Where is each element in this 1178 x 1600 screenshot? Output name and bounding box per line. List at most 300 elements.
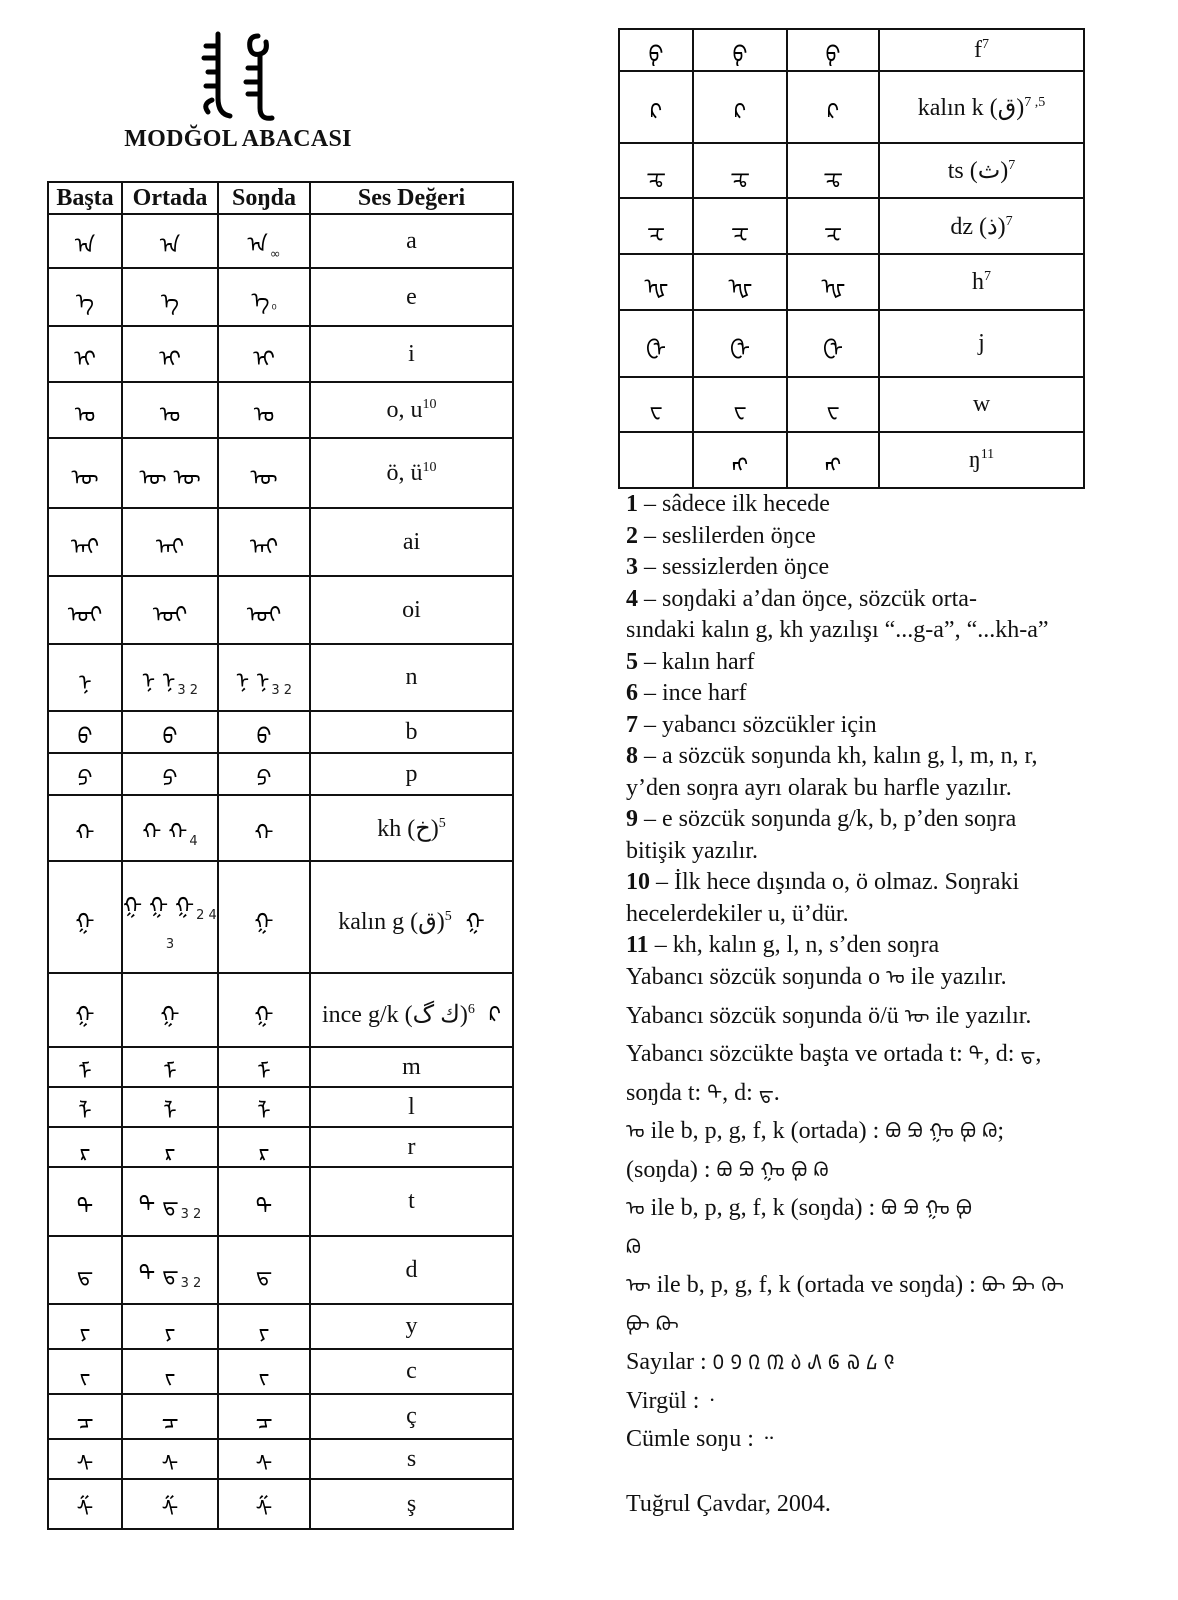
glyph-final: ᠳ	[218, 1236, 310, 1304]
glyph-final: ᠷ	[218, 1127, 310, 1167]
usage-glyphs: ᠲ	[707, 1080, 723, 1105]
footnote-text: seslilerden öŋce	[662, 522, 816, 549]
glyph-initial: ᠹ	[619, 29, 693, 71]
table-row	[48, 382, 513, 438]
footnote-number: 1	[626, 491, 638, 517]
glyph-initial: ᠭ	[48, 861, 122, 973]
usage-text: Cümle soŋu :	[626, 1426, 760, 1452]
footnote-text: sessizlerden öŋce	[662, 554, 830, 580]
table-row	[619, 198, 1084, 254]
glyph-initial: ᠱ	[48, 1479, 122, 1529]
table-row	[619, 29, 1084, 71]
footnote-text: kh, kalın g, l, n, s’den soŋra	[672, 932, 940, 958]
footnote-text: kalın harf	[662, 648, 755, 675]
footnote-number: 2	[626, 522, 638, 549]
sound-value-text: b	[405, 718, 418, 745]
usage-glyphs: ᠪᠦ ᠫᠦ ᠭᠦ	[981, 1273, 1064, 1297]
footnote-line: 8 – a sözcük soŋunda kh, kalın g, l, m, n, r,	[626, 743, 1038, 769]
sound-value	[310, 1167, 513, 1236]
usage-glyphs: ᠣ	[626, 1119, 645, 1143]
footnote-text: y’den soŋra ayrı olarak bu harfle yazılır.	[626, 774, 1012, 801]
variant-glyph: ᠭ	[465, 910, 485, 935]
glyph-medial: ᠠ	[122, 214, 218, 268]
footnote-line: 4 – soŋdaki a’dan öŋce, sözcük orta-	[626, 585, 977, 612]
sound-value-text: j	[978, 330, 985, 356]
glyph-medial: ᠩ	[693, 432, 787, 488]
table-row	[48, 438, 513, 508]
glyph-initial: ᠬ	[48, 795, 122, 861]
usage-text: Virgül :	[626, 1387, 706, 1414]
footnote-text: İlk hece dışında o, ö olmaz. Soŋraki	[674, 869, 1020, 895]
glyph-medial: ᠣ	[122, 382, 218, 438]
usage-glyphs: ᠺᠤ	[626, 1234, 641, 1259]
glyph-medial: ᠫ	[122, 753, 218, 795]
sound-value	[310, 438, 513, 508]
glyph-medial: ᠢ	[122, 326, 218, 382]
glyph-medial: ᠡ	[122, 268, 218, 326]
usage-glyphs: ᠹᠦ ᠺᠦ	[626, 1311, 679, 1336]
glyph-initial: ᠫ	[48, 753, 122, 795]
sound-value-text: w	[972, 391, 991, 417]
sound-value-text: r	[407, 1133, 416, 1160]
sound-value	[310, 753, 513, 795]
footnote-line	[626, 836, 1146, 868]
footnote-ref: 6	[467, 1002, 475, 1017]
glyph-final: ᠩ	[787, 432, 879, 488]
footnote-ref: 7	[1005, 213, 1013, 229]
glyph-final: ᠮ	[218, 1047, 310, 1087]
table-row	[48, 1439, 513, 1479]
glyph-medial: ᠲ ᠳ $_{3 2}$	[122, 1236, 218, 1304]
glyph-final: ᠣᠢ	[218, 576, 310, 644]
glyph-medial: ᠶ	[122, 1304, 218, 1349]
table-row	[48, 1304, 513, 1349]
glyph-medial: ᠭ ᠭ ᠭ $_{2 4 3}$	[122, 861, 218, 973]
table-row	[619, 143, 1084, 198]
usage-glyphs: ᠥ	[904, 1003, 930, 1028]
mongolian-script-title-icon	[196, 28, 286, 124]
glyph-initial: ᠪ	[48, 711, 122, 753]
usage-glyphs: ᠪᠣ ᠫᠣ ᠭᠣ ᠹᠣ ᠺᠣ	[716, 1157, 829, 1182]
sound-value	[310, 1479, 513, 1529]
sound-value	[310, 644, 513, 711]
sound-value-text: oi	[402, 596, 421, 623]
glyph-medial: ᠹ	[693, 29, 787, 71]
final-note: ∞	[269, 246, 281, 262]
sound-value-text: t	[408, 1188, 415, 1214]
sound-value	[879, 198, 1084, 254]
table-row	[48, 711, 513, 753]
sound-value-text: kalın k (ق)	[917, 94, 1025, 121]
glyph-medial: ᠬ ᠬ $_4$	[122, 795, 218, 861]
usage-glyphs: ᠳ	[1020, 1042, 1036, 1066]
table-row	[619, 432, 1084, 488]
footnote-line: 3 – sessizlerden öŋce	[626, 554, 830, 580]
glyph-initial: ᠽ	[619, 198, 693, 254]
position-note: 2 4 3	[165, 908, 217, 952]
footnote-line: 6 – ince harf	[626, 680, 747, 706]
column-header-sound-value: Ses Değeri	[310, 182, 513, 214]
glyph-medial: ᠴ	[122, 1394, 218, 1439]
usage-line	[626, 1074, 1146, 1113]
usage-text: ile b, p, g, f, k (ortada ve soŋda) :	[650, 1272, 982, 1298]
glyph-medial: ᠽ	[693, 198, 787, 254]
usage-text: , d:	[722, 1079, 759, 1106]
footnote-ref: 10	[422, 459, 437, 475]
usage-line	[626, 1266, 1146, 1305]
glyph-final: ᠬ	[218, 795, 310, 861]
glyph-initial: ᠿ	[619, 310, 693, 377]
usage-line	[626, 1151, 1146, 1190]
glyph-final: ᠠ $_\infty$	[218, 214, 310, 268]
glyph-initial: ᠨ	[48, 644, 122, 711]
sound-value	[310, 1349, 513, 1394]
sound-value	[310, 508, 513, 576]
footnote-number: 3	[626, 554, 638, 580]
usage-line	[626, 1228, 1146, 1267]
glyph-final: ᠹ	[787, 29, 879, 71]
usage-line	[626, 1343, 1146, 1382]
glyph-final: ᠫ	[218, 753, 310, 795]
sound-value-text: ş	[406, 1490, 417, 1517]
sound-value	[310, 711, 513, 753]
footnote-number: 10	[626, 869, 650, 895]
usage-text: ,	[1035, 1041, 1042, 1067]
sound-value	[310, 268, 513, 326]
sound-value	[310, 1304, 513, 1349]
table-row	[619, 377, 1084, 432]
sound-value-text: e	[406, 283, 417, 310]
glyph-initial: ᠠ	[48, 214, 122, 268]
usage-glyphs: ᠤ	[626, 1196, 645, 1220]
glyph-medial: ᠨ ᠨ $_{3 2}$	[122, 644, 218, 711]
glyph-initial: ᠭ	[48, 973, 122, 1047]
sound-value	[310, 1047, 513, 1087]
sound-value-text: p	[405, 760, 418, 787]
sound-value-text: ts (ث)	[947, 158, 1009, 184]
sound-value	[310, 973, 513, 1047]
glyph-final: ᠸ	[787, 377, 879, 432]
sound-value	[310, 214, 513, 268]
sound-value	[310, 861, 513, 973]
glyph-initial: ᠺ	[619, 71, 693, 143]
footnote-text: sâdece ilk hecede	[662, 491, 830, 517]
table-row	[48, 644, 513, 711]
glyph-final: ᠿ	[787, 310, 879, 377]
usage-glyphs: ᠦ	[626, 1273, 651, 1297]
sound-value	[310, 576, 513, 644]
table-row	[48, 1236, 513, 1304]
table-row	[48, 1167, 513, 1236]
glyph-final: ᠽ	[787, 198, 879, 254]
sound-value-text: h	[972, 268, 984, 295]
footnote-number: 11	[626, 932, 649, 958]
footnote-ref: 5	[438, 815, 446, 831]
sound-value-text: ç	[406, 1403, 417, 1429]
glyph-medial: ᠮ	[122, 1047, 218, 1087]
sound-value-text: y	[405, 1313, 418, 1339]
sound-value	[310, 1236, 513, 1304]
position-note: 3 2	[177, 683, 199, 698]
column-header-final: Soŋda	[218, 182, 310, 214]
table-row	[48, 753, 513, 795]
usage-text: Yabancı sözcükte başta ve ortada t:	[626, 1041, 969, 1067]
usage-text: Yabancı sözcük soŋunda o	[626, 964, 887, 990]
glyph-final: ᠺ	[787, 71, 879, 143]
usage-glyphs: ᠃	[759, 1427, 774, 1451]
sound-value	[879, 432, 1084, 488]
sound-value-text: i	[408, 340, 415, 367]
sound-value-text: c	[406, 1358, 417, 1384]
usage-glyphs: ᠐ ᠑ ᠒ ᠓ ᠔ ᠕ ᠖ ᠗ ᠘ ᠙	[712, 1350, 895, 1374]
footnote-line	[626, 773, 1146, 805]
glyph-final: ᠣ	[218, 382, 310, 438]
glyph-final: ᠡ $_{^0}$	[218, 268, 310, 326]
usage-text: , d:	[983, 1041, 1021, 1067]
footnote-text: yabancı sözcükler için	[662, 711, 877, 738]
usage-text: ;	[997, 1118, 1005, 1144]
sound-value-text: a	[406, 227, 417, 254]
glyph-medial: ᠪ	[122, 711, 218, 753]
page-title: MODĞOL ABACASI	[124, 126, 352, 152]
sound-value-text: f	[974, 36, 982, 63]
glyph-initial: ᠳ	[48, 1236, 122, 1304]
sound-value	[879, 254, 1084, 310]
variant-glyph: ᠺ	[488, 1003, 502, 1028]
table-row	[48, 1087, 513, 1127]
usage-line	[626, 997, 1146, 1036]
usage-glyphs: ᠪᠣ ᠫᠣ ᠭᠣ ᠹᠣ ᠺᠣ	[885, 1119, 998, 1143]
sound-value-text: kh (خ)	[377, 815, 439, 842]
footnote-line	[626, 899, 1146, 931]
sound-value	[879, 71, 1084, 143]
position-note: 3 2	[180, 1275, 202, 1291]
table-row	[619, 310, 1084, 377]
sound-value-text: ince g/k (ك گ)	[321, 1002, 468, 1028]
footnote-text: ince harf	[662, 680, 747, 706]
usage-text: ile b, p, g, f, k (soŋda) :	[644, 1195, 882, 1221]
glyph-initial: ᠣ	[48, 382, 122, 438]
table-row	[619, 254, 1084, 310]
sound-value-text: ö, ü	[386, 459, 423, 486]
usage-text: ile yazılır.	[929, 1002, 1032, 1029]
alphabet-table-left	[47, 181, 514, 1530]
glyph-medial: ᠾ	[693, 254, 787, 310]
column-header-initial: Başta	[48, 182, 122, 214]
footnote-line: 7 – yabancı sözcükler için	[626, 711, 877, 738]
glyph-initial: ᠮ	[48, 1047, 122, 1087]
glyph-final: ᠠᠢ	[218, 508, 310, 576]
glyph-initial: ᠼ	[619, 143, 693, 198]
sound-value-text: ŋ	[968, 446, 981, 473]
sound-value-text: l	[408, 1093, 415, 1120]
glyph-medial: ᠠᠢ	[122, 508, 218, 576]
sound-value	[310, 326, 513, 382]
sound-value-text: dz (ذ)	[950, 213, 1006, 240]
usage-line	[626, 958, 1146, 997]
glyph-final: ᠶ	[218, 1304, 310, 1349]
sound-value	[879, 310, 1084, 377]
glyph-initial: ᠲ	[48, 1167, 122, 1236]
footnote-line	[626, 615, 1146, 647]
sound-value	[310, 1439, 513, 1479]
sound-value	[310, 1127, 513, 1167]
sound-value-text: s	[406, 1445, 417, 1472]
table-row	[48, 576, 513, 644]
table-row	[48, 268, 513, 326]
sound-value-text: n	[405, 664, 418, 690]
footnote-line: 10 – İlk hece dışında o, ö olmaz. Soŋraki	[626, 869, 1020, 895]
usage-line	[626, 1382, 1146, 1421]
glyph-medial: ᠭ	[122, 973, 218, 1047]
sound-value	[310, 795, 513, 861]
glyph-medial: ᠰ	[122, 1439, 218, 1479]
glyph-final: ᠭ	[218, 973, 310, 1047]
footnote-number: 6	[626, 680, 638, 706]
glyph-initial: ᠣᠢ	[48, 576, 122, 644]
footnote-number: 5	[626, 648, 638, 675]
usage-text: ile yazılır.	[904, 964, 1007, 990]
footnote-ref: 7	[984, 268, 991, 284]
glyph-final: ᠨ ᠨ $_{3 2}$	[218, 644, 310, 711]
alphabet-table-right	[618, 28, 1085, 489]
sound-value	[879, 29, 1084, 71]
usage-text: .	[773, 1079, 780, 1106]
footnote-line: 5 – kalın harf	[626, 648, 755, 675]
glyph-final: ᠾ	[787, 254, 879, 310]
usage-glyphs: ᠳ	[758, 1080, 774, 1105]
glyph-final: ᠢ	[218, 326, 310, 382]
usage-text: Sayılar :	[626, 1349, 713, 1375]
glyph-medial: ᠼ	[693, 143, 787, 198]
table-row	[48, 1127, 513, 1167]
sound-value	[310, 1087, 513, 1127]
glyph-medial: ᠲ ᠳ $_{3 2}$	[122, 1167, 218, 1236]
glyph-initial: ᠾ	[619, 254, 693, 310]
glyph-final: ᠯ	[218, 1087, 310, 1127]
glyph-medial: ᠺ	[693, 71, 787, 143]
usage-text: Yabancı sözcük soŋunda ö/ü	[626, 1002, 905, 1029]
glyph-medial: ᠥ ᠦ	[122, 438, 218, 508]
glyph-initial: ᠰ	[48, 1439, 122, 1479]
usage-text: soŋda t:	[626, 1079, 708, 1106]
table-row	[48, 1047, 513, 1087]
usage-line	[626, 1112, 1146, 1151]
footnote-ref: 10	[422, 396, 437, 412]
glyph-medial: ᠣᠢ	[122, 576, 218, 644]
glyph-initial	[619, 432, 693, 488]
author: Tuğrul Çavdar, 2004.	[626, 1490, 831, 1517]
glyph-final: ᠵ	[218, 1349, 310, 1394]
table-row	[48, 861, 513, 973]
footnote-ref: 7	[982, 36, 989, 52]
glyph-initial: ᠶ	[48, 1304, 122, 1349]
usage-line	[626, 1189, 1146, 1228]
footnote-text: e sözcük soŋunda g/k, b, p’den soŋra	[662, 806, 1017, 832]
glyph-final: ᠰ	[218, 1439, 310, 1479]
footnote-ref: 5, 7	[1024, 94, 1046, 110]
footnote-line: 11 – kh, kalın g, l, n, s’den soŋra	[626, 932, 940, 958]
glyph-medial: ᠱ	[122, 1479, 218, 1529]
usage-glyphs: ᠲ	[968, 1042, 984, 1066]
glyph-final: ᠪ	[218, 711, 310, 753]
glyph-medial: ᠸ	[693, 377, 787, 432]
glyph-final: ᠼ	[787, 143, 879, 198]
glyph-initial: ᠷ	[48, 1127, 122, 1167]
footnote-ref: 11	[980, 446, 995, 462]
table-row	[48, 508, 513, 576]
table-row	[48, 795, 513, 861]
usage-line	[626, 1420, 1146, 1459]
footnote-number: 9	[626, 806, 638, 832]
sound-value	[310, 382, 513, 438]
footnote-line: 2 – seslilerden öŋce	[626, 522, 816, 549]
table-row	[48, 326, 513, 382]
final-note: ⁰	[271, 302, 277, 318]
sound-value	[879, 143, 1084, 198]
sound-value-text: ai	[402, 528, 421, 555]
column-header-medial: Ortada	[122, 182, 218, 214]
glyph-initial: ᠵ	[48, 1349, 122, 1394]
usage-notes	[626, 958, 1146, 1523]
position-note: 3 2	[271, 683, 293, 698]
usage-glyphs: ᠂	[705, 1388, 714, 1413]
sound-value-text: o, u	[386, 396, 423, 423]
usage-line	[626, 1035, 1146, 1074]
usage-glyphs: ᠪᠤ ᠫᠤ ᠭᠤ ᠹᠤ	[881, 1196, 972, 1220]
sound-value	[879, 377, 1084, 432]
glyph-final: ᠲ	[218, 1167, 310, 1236]
glyph-final: ᠴ	[218, 1394, 310, 1439]
footnote-text: a sözcük soŋunda kh, kalın g, l, m, n, r,	[662, 743, 1038, 769]
usage-line	[626, 1305, 1146, 1344]
position-note: 4	[189, 833, 198, 849]
footnote-number: 7	[626, 711, 638, 738]
sound-value-text: d	[405, 1256, 418, 1283]
glyph-medial: ᠵ	[122, 1349, 218, 1394]
footnote-ref: 5	[444, 909, 452, 924]
footnote-number: 8	[626, 743, 638, 769]
sound-value-text: kalın g (ق)	[338, 909, 445, 935]
footnote-number: 4	[626, 585, 638, 612]
sound-value	[310, 1394, 513, 1439]
footnote-text: sındaki kalın g, kh yazılışı “...g-a”, “...kh-a”	[626, 617, 1049, 643]
glyph-initial: ᠠᠢ	[48, 508, 122, 576]
glyph-final: ᠥ	[218, 438, 310, 508]
table-header-row	[48, 182, 513, 214]
footnote-text: soŋdaki a’dan öŋce, sözcük orta-	[662, 585, 977, 612]
footnote-line: 1 – sâdece ilk hecede	[626, 491, 830, 517]
usage-glyphs: ᠣ	[886, 965, 905, 989]
table-row	[48, 1394, 513, 1439]
sound-value-text: m	[402, 1053, 421, 1080]
table-row	[48, 1349, 513, 1394]
glyph-initial: ᠥ	[48, 438, 122, 508]
position-note: 3 2	[180, 1207, 202, 1222]
glyph-final: ᠱ	[218, 1479, 310, 1529]
footnote-text: bitişik yazılır.	[626, 837, 758, 864]
glyph-initial: ᠢ	[48, 326, 122, 382]
glyph-initial: ᠯ	[48, 1087, 122, 1127]
usage-text: (soŋda) :	[626, 1156, 717, 1183]
footnote-ref: 7	[1008, 158, 1016, 173]
footnote-line: 9 – e sözcük soŋunda g/k, b, p’den soŋra	[626, 806, 1017, 832]
glyph-final: ᠭ	[218, 861, 310, 973]
table-row	[48, 214, 513, 268]
footnotes	[626, 489, 1146, 962]
glyph-medial: ᠿ	[693, 310, 787, 377]
glyph-medial: ᠷ	[122, 1127, 218, 1167]
